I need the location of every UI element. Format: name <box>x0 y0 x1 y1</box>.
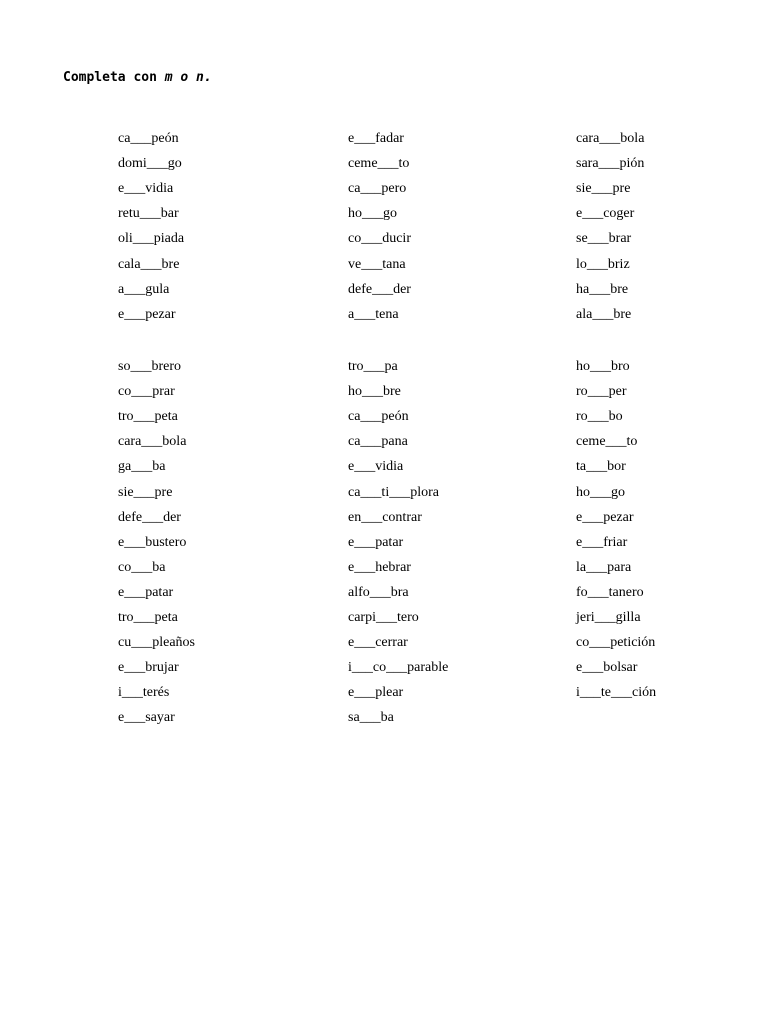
word-item: e___brujar <box>118 660 179 675</box>
word-item: i___terés <box>118 685 170 700</box>
word-item: ta___bor <box>576 459 626 474</box>
word-item: sie___pre <box>118 485 173 500</box>
word-item: e___fadar <box>348 131 404 146</box>
word-item: la___para <box>576 560 632 575</box>
word-item: i___co___parable <box>348 660 449 675</box>
word-item: e___pezar <box>118 307 176 322</box>
word-item: oli___piada <box>118 231 185 246</box>
word-item: e___bolsar <box>576 660 638 675</box>
word-item: ceme___to <box>576 434 638 449</box>
word-item: fo___tanero <box>576 585 644 600</box>
word-item: ve___tana <box>348 257 406 272</box>
word-item: jeri___gilla <box>576 610 641 625</box>
word-item: e___bustero <box>118 535 187 550</box>
word-item: co___ba <box>118 560 166 575</box>
word-item: ca___peón <box>348 409 409 424</box>
word-item: e___plear <box>348 685 404 700</box>
word-item: e___friar <box>576 535 628 550</box>
word-item: e___sayar <box>118 710 175 725</box>
word-item: alfo___bra <box>348 585 409 600</box>
word-item: ho___bre <box>348 384 401 399</box>
word-item: e___vidia <box>118 181 174 196</box>
word-item: co___ducir <box>348 231 411 246</box>
title-text: Completa con <box>63 70 165 85</box>
worksheet-title <box>63 70 212 85</box>
word-item: co___prar <box>118 384 175 399</box>
word-item: en___contrar <box>348 510 422 525</box>
word-item: sara___pión <box>576 156 645 171</box>
word-item: carpi___tero <box>348 610 419 625</box>
word-item: e___cerrar <box>348 635 408 650</box>
word-item: e___hebrar <box>348 560 411 575</box>
word-item: tro___peta <box>118 409 178 424</box>
word-item: ro___per <box>576 384 627 399</box>
word-item: ca___pana <box>348 434 408 449</box>
word-item: ho___go <box>576 485 625 500</box>
word-item: se___brar <box>576 231 632 246</box>
word-item: sie___pre <box>576 181 631 196</box>
word-item: cu___pleaños <box>118 635 195 650</box>
word-item: tro___pa <box>348 359 398 374</box>
word-item: e___vidia <box>348 459 404 474</box>
word-item: ro___bo <box>576 409 623 424</box>
word-item: tro___peta <box>118 610 178 625</box>
word-item: lo___briz <box>576 257 630 272</box>
word-item: co___petición <box>576 635 656 650</box>
word-item: e___patar <box>118 585 174 600</box>
word-item: ga___ba <box>118 459 166 474</box>
word-item: ha___bre <box>576 282 629 297</box>
word-item: retu___bar <box>118 206 179 221</box>
word-item: ca___pero <box>348 181 407 196</box>
word-item: cala___bre <box>118 257 180 272</box>
word-item: ala___bre <box>576 307 632 322</box>
word-item: cara___bola <box>576 131 645 146</box>
word-item: i___te___ción <box>576 685 657 700</box>
word-item: defe___der <box>118 510 181 525</box>
word-item: defe___der <box>348 282 411 297</box>
word-item: ca___ti___plora <box>348 485 439 500</box>
word-item: a___tena <box>348 307 399 322</box>
word-item: ceme___to <box>348 156 410 171</box>
title-letters: m o n. <box>164 70 212 85</box>
word-item: e___patar <box>348 535 404 550</box>
word-item: ca___peón <box>118 131 179 146</box>
word-item: ho___bro <box>576 359 630 374</box>
word-item: e___coger <box>576 206 635 221</box>
word-item: domi___go <box>118 156 182 171</box>
word-item: cara___bola <box>118 434 187 449</box>
word-item: a___gula <box>118 282 170 297</box>
word-item: e___pezar <box>576 510 634 525</box>
word-item: sa___ba <box>348 710 394 725</box>
word-item: ho___go <box>348 206 397 221</box>
word-item: so___brero <box>118 359 181 374</box>
